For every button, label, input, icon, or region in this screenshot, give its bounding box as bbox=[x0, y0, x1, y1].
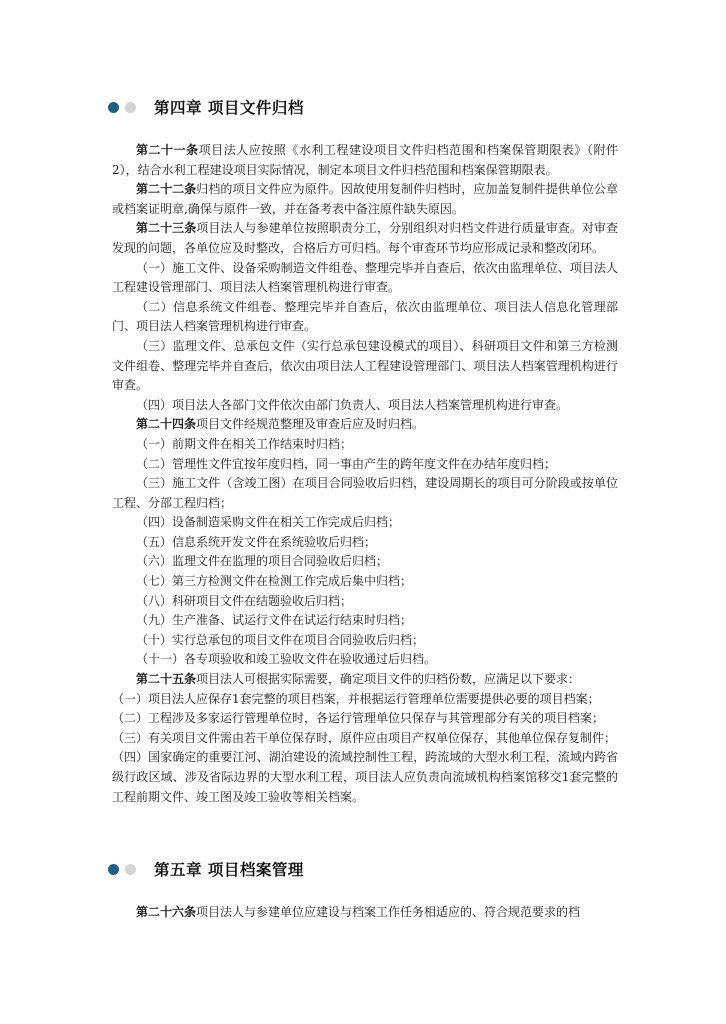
paragraph bbox=[112, 298, 618, 337]
paragraph bbox=[112, 690, 618, 710]
chapter-title: 第四章 项目文件归档 bbox=[154, 99, 304, 117]
paragraph-text: （二）信息系统文件组卷、整理完毕并自查后，依次由监理单位、项目法人信息化管理部门、项目法人档案管理机构进行审查。 bbox=[112, 299, 618, 334]
paragraph bbox=[112, 180, 618, 219]
paragraph-text: （六）监理文件在监理的项目合同验收后归档； bbox=[136, 554, 389, 569]
article-number: 第二十四条 bbox=[136, 417, 197, 432]
chapter-4-heading bbox=[108, 96, 304, 118]
paragraph-text: （七）第三方检测文件在检测工作完成后集中归档； bbox=[136, 574, 413, 589]
paragraph bbox=[112, 219, 618, 258]
article-number: 第二十五条 bbox=[136, 672, 197, 687]
paragraph bbox=[112, 259, 618, 298]
paragraph-text: （四）项目法人各部门文件依次由部门负责人、项目法人档案管理机构进行审查。 bbox=[136, 397, 569, 412]
article-number: 第二十一条 bbox=[136, 143, 199, 157]
paragraph-text: （二）工程涉及多家运行管理单位时，各运行管理单位只保存与其管理部分有关的项目档案； bbox=[112, 711, 605, 726]
paragraph bbox=[112, 435, 618, 455]
bullet-dot-icon bbox=[108, 864, 119, 875]
paragraph bbox=[112, 396, 618, 416]
paragraph-text: （三）监理文件、总承包文件（实行总承包建设模式的项目）、科研项目文件和第三方检测文件组卷、整理完毕并自查后，依次由项目法人工程建设管理部门、项目法人档案管理机构进行审查。 bbox=[112, 338, 618, 393]
paragraph-text: （二）管理性文件宜按年度归档，同一事由产生的跨年度文件在办结年度归档； bbox=[136, 456, 557, 471]
paragraph-text: （十一）各专项验收和竣工验收文件在验收通过后归档。 bbox=[136, 652, 437, 667]
chapter-4-body bbox=[112, 141, 618, 807]
article-number: 第二十六条 bbox=[136, 905, 197, 919]
paragraph-text: 项目法人与参建单位按照职责分工，分别组织对归档文件进行质量审查。对审查发现的问题，各单位应及时整改，合格后方可归档。每个审查环节均应形成记录和整改闭环。 bbox=[112, 221, 618, 255]
paragraph-text: （一）前期文件在相关工作结束时归档； bbox=[136, 436, 353, 451]
paragraph-text: （八）科研项目文件在结题验收后归档； bbox=[136, 593, 353, 608]
paragraph-text: （一）施工文件、设备采购制造文件组卷、整理完毕并自查后，依次由监理单位、项目法人工程建设管理部门、项目法人档案管理机构进行审查。 bbox=[112, 260, 618, 295]
paragraph-text: （三）施工文件（含竣工图）在项目合同验收后归档，建设周期长的项目可分阶段或按单位工程、分部工程归档； bbox=[112, 476, 618, 510]
chapter-5-heading bbox=[108, 858, 304, 880]
bullet-dot-icon bbox=[125, 864, 136, 875]
paragraph bbox=[112, 513, 618, 533]
paragraph bbox=[112, 670, 618, 690]
paragraph bbox=[112, 415, 618, 435]
paragraph bbox=[112, 611, 618, 631]
chapter-title: 第五章 项目档案管理 bbox=[154, 861, 304, 879]
paragraph bbox=[112, 709, 618, 729]
bullet-dot-icon bbox=[125, 102, 136, 113]
article-number: 第二十二条 bbox=[136, 182, 197, 197]
paragraph bbox=[112, 903, 618, 923]
paragraph bbox=[112, 650, 618, 670]
paragraph bbox=[112, 455, 618, 475]
paragraph-text: 项目法人与参建单位应建设与档案工作任务相适应的、符合规范要求的档 bbox=[196, 905, 581, 919]
paragraph bbox=[112, 572, 618, 592]
paragraph-text: （四）国家确定的重要江河、湖泊建设的流域控制性工程，跨流域的大型水利工程，流域内跨省级行政区域、涉及省际边界的大型水利工程，项目法人应负责向流域机构档案馆移交1套完整的工程前期文件、竣工图及竣工验收等相关档案。 bbox=[112, 750, 618, 804]
paragraph-text: 项目文件经规范整理及审查后应及时归档。 bbox=[196, 417, 425, 432]
paragraph bbox=[112, 141, 618, 180]
paragraph bbox=[112, 552, 618, 572]
paragraph-text: （十）实行总承包的项目文件在项目合同验收后归档； bbox=[136, 632, 425, 647]
paragraph bbox=[112, 729, 618, 749]
paragraph bbox=[112, 631, 618, 651]
chapter-5-body bbox=[112, 903, 618, 923]
paragraph bbox=[112, 748, 618, 807]
paragraph bbox=[112, 337, 618, 396]
paragraph bbox=[112, 474, 618, 513]
paragraph-text: 项目法人应按照《水利工程建设项目文件归档范围和档案保管期限表》（附件2），结合水利工程建设项目实际情况，制定本项目文件归档范围和档案保管期限表。 bbox=[112, 143, 618, 177]
paragraph-text: （五）信息系统开发文件在系统验收后归档； bbox=[136, 534, 377, 549]
paragraph-text: （四）设备制造采购文件在相关工作完成后归档； bbox=[136, 515, 401, 530]
paragraph-text: （三）有关项目文件需由若干单位保存时，原件应由项目产权单位保存，其他单位保存复制件； bbox=[112, 730, 617, 745]
paragraph-text: 项目法人可根据实际需要，确定项目文件的归档份数，应满足以下要求： bbox=[196, 672, 581, 687]
paragraph-text: （一）项目法人应保存1套完整的项目档案，并根据运行管理单位需要提供必要的项目档案； bbox=[112, 691, 600, 706]
paragraph-text: 归档的项目文件应为原件。因故使用复制件归档时，应加盖复制件提供单位公章或档案证明章,确保与原件一致，并在备考表中备注原件缺失原因。 bbox=[112, 182, 618, 216]
article-number: 第二十三条 bbox=[136, 221, 197, 236]
bullet-dot-icon bbox=[108, 102, 119, 113]
paragraph-text: （九）生产准备、试运行文件在试运行结束时归档； bbox=[136, 613, 413, 628]
paragraph bbox=[112, 533, 618, 553]
paragraph bbox=[112, 592, 618, 612]
